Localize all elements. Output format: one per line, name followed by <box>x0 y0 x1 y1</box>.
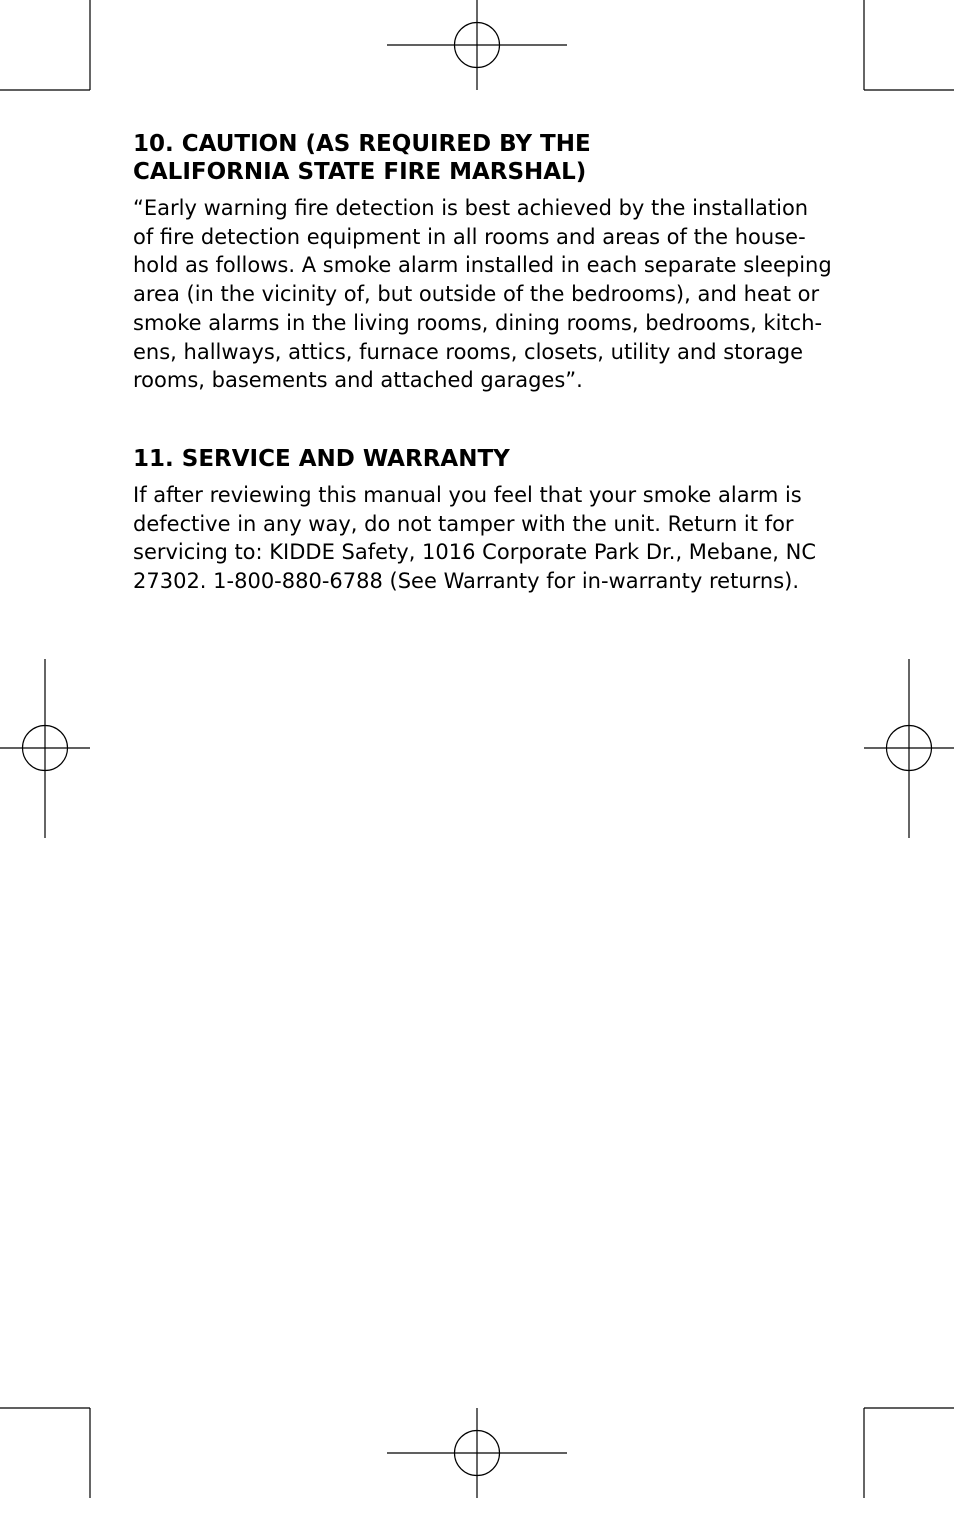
body-line: defective in any way, do not tamper with the unit. Return it for <box>133 511 794 536</box>
body-line: If after reviewing this manual you feel that your smoke alarm is <box>133 482 802 507</box>
body-line: “Early warning fire detection is best achieved by the installation <box>133 196 809 220</box>
crop-mark-icon-top-left <box>0 0 90 90</box>
heading-line: CALIFORNIA STATE FIRE MARSHAL) <box>133 159 587 185</box>
registration-mark-icon-bottom <box>387 1408 567 1498</box>
body-line: of fire detection equipment in all rooms and areas of the house- <box>133 224 806 249</box>
registration-mark-icon-left <box>0 659 90 838</box>
section-body <box>133 481 823 596</box>
section-caution <box>133 130 832 395</box>
body-line: servicing to: KIDDE Safety, 1016 Corporate Park Dr., Mebane, NC <box>133 540 816 565</box>
heading-line: 10. CAUTION (AS REQUIRED BY THE <box>133 131 591 157</box>
section-heading <box>133 445 823 473</box>
heading-line: 11. SERVICE AND WARRANTY <box>133 445 510 472</box>
section-heading <box>133 130 823 186</box>
body-line: rooms, basements and attached garages”. <box>133 368 583 393</box>
section-service-warranty <box>133 445 823 596</box>
document-content <box>133 130 832 596</box>
body-line: ens, hallways, attics, furnace rooms, closets, utility and storage <box>133 339 804 364</box>
body-line: 27302. 1-800-880-6788 (See Warranty for in-warranty returns). <box>133 569 800 594</box>
crop-mark-icon-top-right <box>864 0 954 90</box>
crop-mark-icon-bottom-left <box>0 1408 90 1498</box>
body-line: smoke alarms in the living rooms, dining rooms, bedrooms, kitch- <box>133 310 823 335</box>
section-body <box>133 194 832 395</box>
registration-mark-icon-top <box>387 0 567 90</box>
registration-mark-icon-right <box>864 659 954 838</box>
crop-mark-icon-bottom-right <box>864 1408 954 1498</box>
body-line: area (in the vicinity of, but outside of the bedrooms), and heat or <box>133 282 820 307</box>
body-line: hold as follows. A smoke alarm installed in each separate sleeping <box>133 253 832 278</box>
